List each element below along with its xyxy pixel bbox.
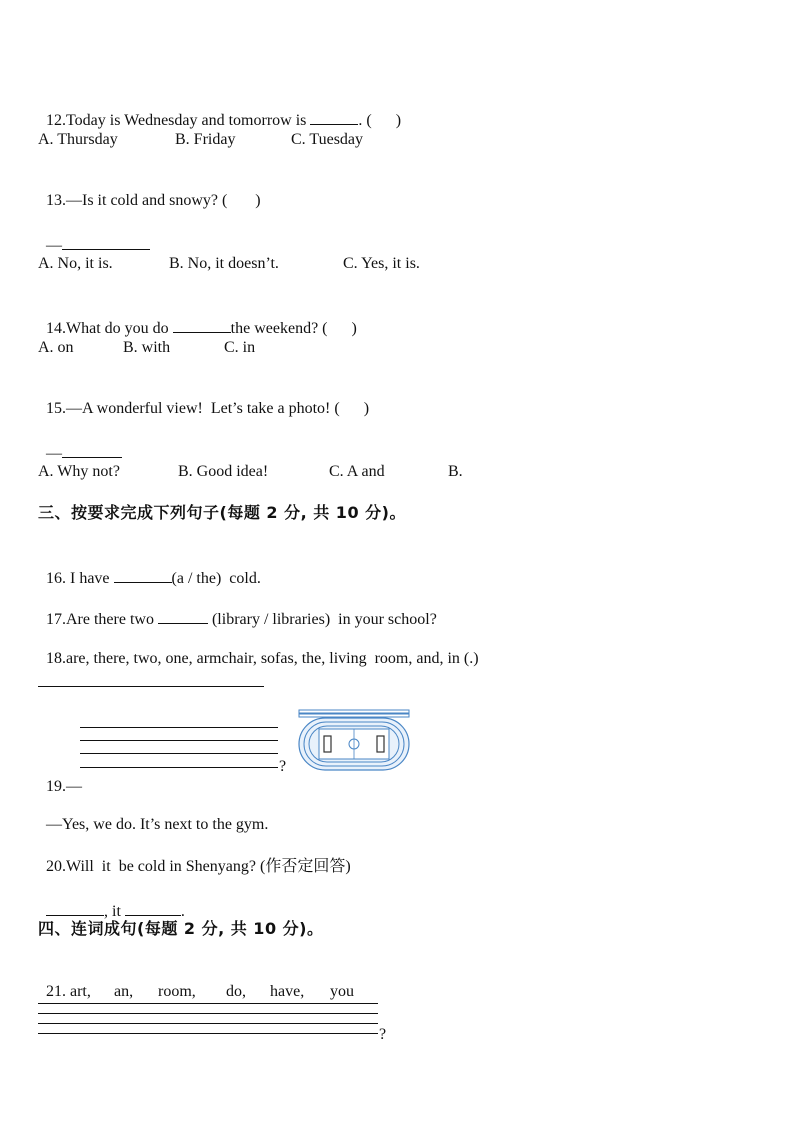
q19-reply-line: [38, 795, 268, 835]
dialogue-dash: —: [66, 400, 82, 417]
question-mark: ?: [379, 1026, 387, 1043]
answer-blank[interactable]: [158, 607, 208, 624]
answer-line[interactable]: [38, 1003, 378, 1004]
answer-blank[interactable]: [62, 233, 150, 250]
answer-line[interactable]: [38, 1023, 378, 1024]
playground-track-icon: [297, 708, 411, 772]
answer-blank[interactable]: [62, 441, 122, 458]
q19-line: [38, 757, 82, 797]
question-text: are, there, two, one, armchair, sofas, the, living room, and, in (.): [66, 650, 479, 667]
q13-line: [38, 171, 261, 211]
option-a[interactable]: A. No, it is.: [38, 255, 113, 272]
answer-line[interactable]: [80, 740, 278, 741]
q18-line: [38, 629, 479, 669]
answer-line[interactable]: [38, 1013, 378, 1014]
section-heading: 三、按要求完成下列句子(每题 2 分, 共 10 分)。: [38, 503, 406, 522]
dialogue-dash: —: [46, 237, 62, 254]
question-number: 19.: [46, 778, 66, 795]
option-d[interactable]: B.: [448, 463, 463, 480]
dialogue-dash: —: [66, 778, 82, 795]
reply-text: Yes, we do. It’s next to the gym.: [62, 816, 269, 833]
question-number: 21.: [46, 983, 70, 1000]
question-text: Today is Wednesday and tomorrow is: [66, 112, 311, 129]
option-b[interactable]: B. with: [123, 339, 171, 356]
option-c[interactable]: C. Yes, it is.: [343, 255, 420, 272]
dialogue-dash: —: [46, 816, 62, 833]
option-c[interactable]: C. A and: [329, 463, 385, 480]
answer-line[interactable]: [80, 727, 278, 728]
q20-answer-line: [38, 879, 185, 922]
question-text: What do you do: [66, 320, 173, 337]
question-text: Are there two: [66, 611, 158, 628]
question-tail: (a / the) cold.: [171, 570, 261, 587]
word: have,: [270, 983, 305, 1000]
word: do,: [226, 983, 246, 1000]
question-number: 13.: [46, 192, 66, 209]
word: art,: [70, 983, 91, 1000]
dialogue-dash: —: [46, 445, 62, 462]
answer-line[interactable]: [38, 686, 264, 687]
answer-line[interactable]: [80, 767, 278, 768]
question-number: 12.: [46, 112, 66, 129]
answer-blank[interactable]: [125, 899, 181, 916]
word: room,: [158, 983, 196, 1000]
option-b[interactable]: B. Good idea!: [178, 463, 269, 480]
answer-line[interactable]: [80, 753, 278, 754]
q20-line: [38, 837, 351, 877]
question-text: A wonderful view! Let’s take a photo! ( ): [82, 400, 370, 417]
answer-blank[interactable]: [46, 899, 104, 916]
question-number: 16.: [46, 570, 70, 587]
question-number: 17.: [46, 611, 66, 628]
option-c[interactable]: C. Tuesday: [291, 131, 364, 148]
option-b[interactable]: B. Friday: [175, 131, 236, 148]
question-tail: . ( ): [358, 112, 402, 129]
option-a[interactable]: A. Thursday: [38, 131, 118, 148]
q14-line: [38, 296, 357, 339]
answer-blank[interactable]: [173, 316, 231, 333]
option-a[interactable]: A. Why not?: [38, 463, 120, 480]
dialogue-dash: —: [66, 192, 82, 209]
q13-answer-line: [38, 213, 150, 256]
q17-line: [38, 587, 437, 630]
question-number: 15.: [46, 400, 66, 417]
word: an,: [114, 983, 134, 1000]
answer-text: , it: [104, 903, 125, 920]
question-tail: (library / libraries) in your school?: [207, 611, 437, 628]
question-number: 18.: [46, 650, 66, 667]
question-mark: ?: [279, 758, 287, 775]
question-number: 14.: [46, 320, 66, 337]
answer-blank[interactable]: [310, 108, 358, 125]
option-a[interactable]: A. on: [38, 339, 74, 356]
option-c[interactable]: C. in: [224, 339, 256, 356]
q15-line: [38, 379, 369, 419]
question-text: Is it cold and snowy? ( ): [82, 192, 261, 209]
q16-line: [38, 546, 261, 589]
word: you: [330, 983, 354, 1000]
option-b[interactable]: B. No, it doesn’t.: [169, 255, 279, 272]
answer-blank[interactable]: [114, 566, 172, 583]
answer-period: .: [180, 903, 185, 920]
q21-line: [38, 962, 354, 1002]
question-tail: the weekend? ( ): [230, 320, 357, 337]
question-text: Will it be cold in Shenyang? (作否定回答): [66, 858, 351, 875]
answer-line[interactable]: [38, 1033, 378, 1034]
q12-line: [38, 88, 401, 131]
question-text: I have: [70, 570, 114, 587]
question-number: 20.: [46, 858, 66, 875]
q15-answer-line: [38, 421, 122, 464]
section-heading: 四、连词成句(每题 2 分, 共 10 分)。: [38, 919, 324, 938]
